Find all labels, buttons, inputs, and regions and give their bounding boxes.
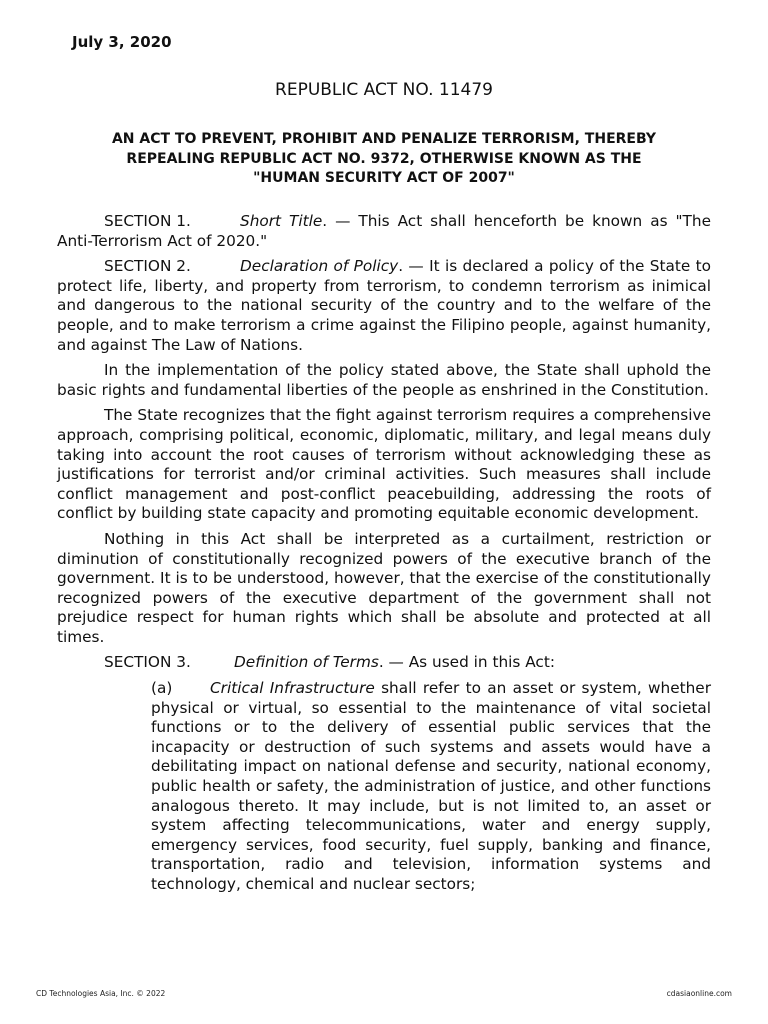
document-body: [57, 212, 711, 901]
section-2-heading: Declaration of Policy: [240, 257, 399, 276]
section-1-heading: Short Title: [240, 212, 323, 230]
section-3-label: SECTION 3.: [104, 653, 191, 672]
document-date: July 3, 2020: [72, 33, 172, 51]
footer-website: cdasiaonline.com: [666, 989, 732, 998]
definition-a-label: (a): [151, 679, 173, 698]
section-3-text: . — As used in this Act:: [378, 653, 555, 672]
paragraph: The State recognizes that the fight against terrorism requires a comprehensive approach, comprising political, economic, diplomatic, military, and legal means duly taking into account the root causes of terrorism without acknowledging these as justifications for terrorist and/or criminal activities. Such measures shall include conflict management and post-conflict peacebuilding, addressing the roots of conflict by building state capacity and promoting equitable economic development.: [57, 406, 711, 523]
section-1: [57, 212, 711, 251]
footer-copyright: CD Technologies Asia, Inc. © 2022: [36, 989, 166, 998]
section-3: [57, 653, 711, 673]
act-title-line: AN ACT TO PREVENT, PROHIBIT AND PENALIZE TERRORISM, THEREBY: [111, 131, 657, 147]
act-number: REPUBLIC ACT NO. 11479: [275, 80, 493, 100]
paragraph: In the implementation of the policy stated above, the State shall uphold the basic rights and fundamental liberties of the people as enshrined in the Constitution.: [57, 361, 711, 399]
section-2-label: SECTION 2.: [104, 257, 191, 276]
definition-a: [57, 679, 711, 895]
act-title: [56, 130, 712, 189]
paragraph: Nothing in this Act shall be interpreted as a curtailment, restriction or diminution of constitutionally recognized powers of the executive branch of the government. It is to be understood, however, that the exercise of the constitutionally recognized powers of the executive department of the government shall not prejudice respect for human rights which shall be absolute and protected at all times.: [57, 529, 711, 646]
section-2: [57, 257, 711, 355]
section-3-heading: Definition of Terms: [234, 653, 379, 672]
act-title-line: "HUMAN SECURITY ACT OF 2007": [253, 170, 515, 186]
definition-a-term: Critical Infrastructure: [210, 679, 375, 698]
section-1-label: SECTION 1.: [104, 212, 191, 230]
act-title-line: REPEALING REPUBLIC ACT NO. 9372, OTHERWISE KNOWN AS THE: [126, 150, 642, 167]
section-2-text: . — It is declared a policy of the State to protect life, liberty, and property from terrorism, to condemn terrorism as inimical and dangerous to the national security of the country and to the welfare of the people, and to make terrorism a crime against the Filipino people, against humanity, and against The Law of Nations.: [57, 257, 711, 354]
definition-a-text: shall refer to an asset or system, whether physical or virtual, so essential to the maintenance of vital societal functions or to the delivery of essential public services that the incapacity or destruction of such systems and assets would have a debilitating impact on national defense and security, national economy, public health or safety, the administration of justice, and other functions analogous thereto. It may include, but is not limited to, an asset or system affecting telecommunications, water and energy supply, emergency services, food security, fuel supply, banking and finance, transportation, radio and television, information systems and technology, chemical and nuclear sectors;: [151, 679, 712, 893]
section-1-text: . — This Act shall henceforth be known as "The Anti-Terrorism Act of 2020.": [57, 212, 711, 250]
